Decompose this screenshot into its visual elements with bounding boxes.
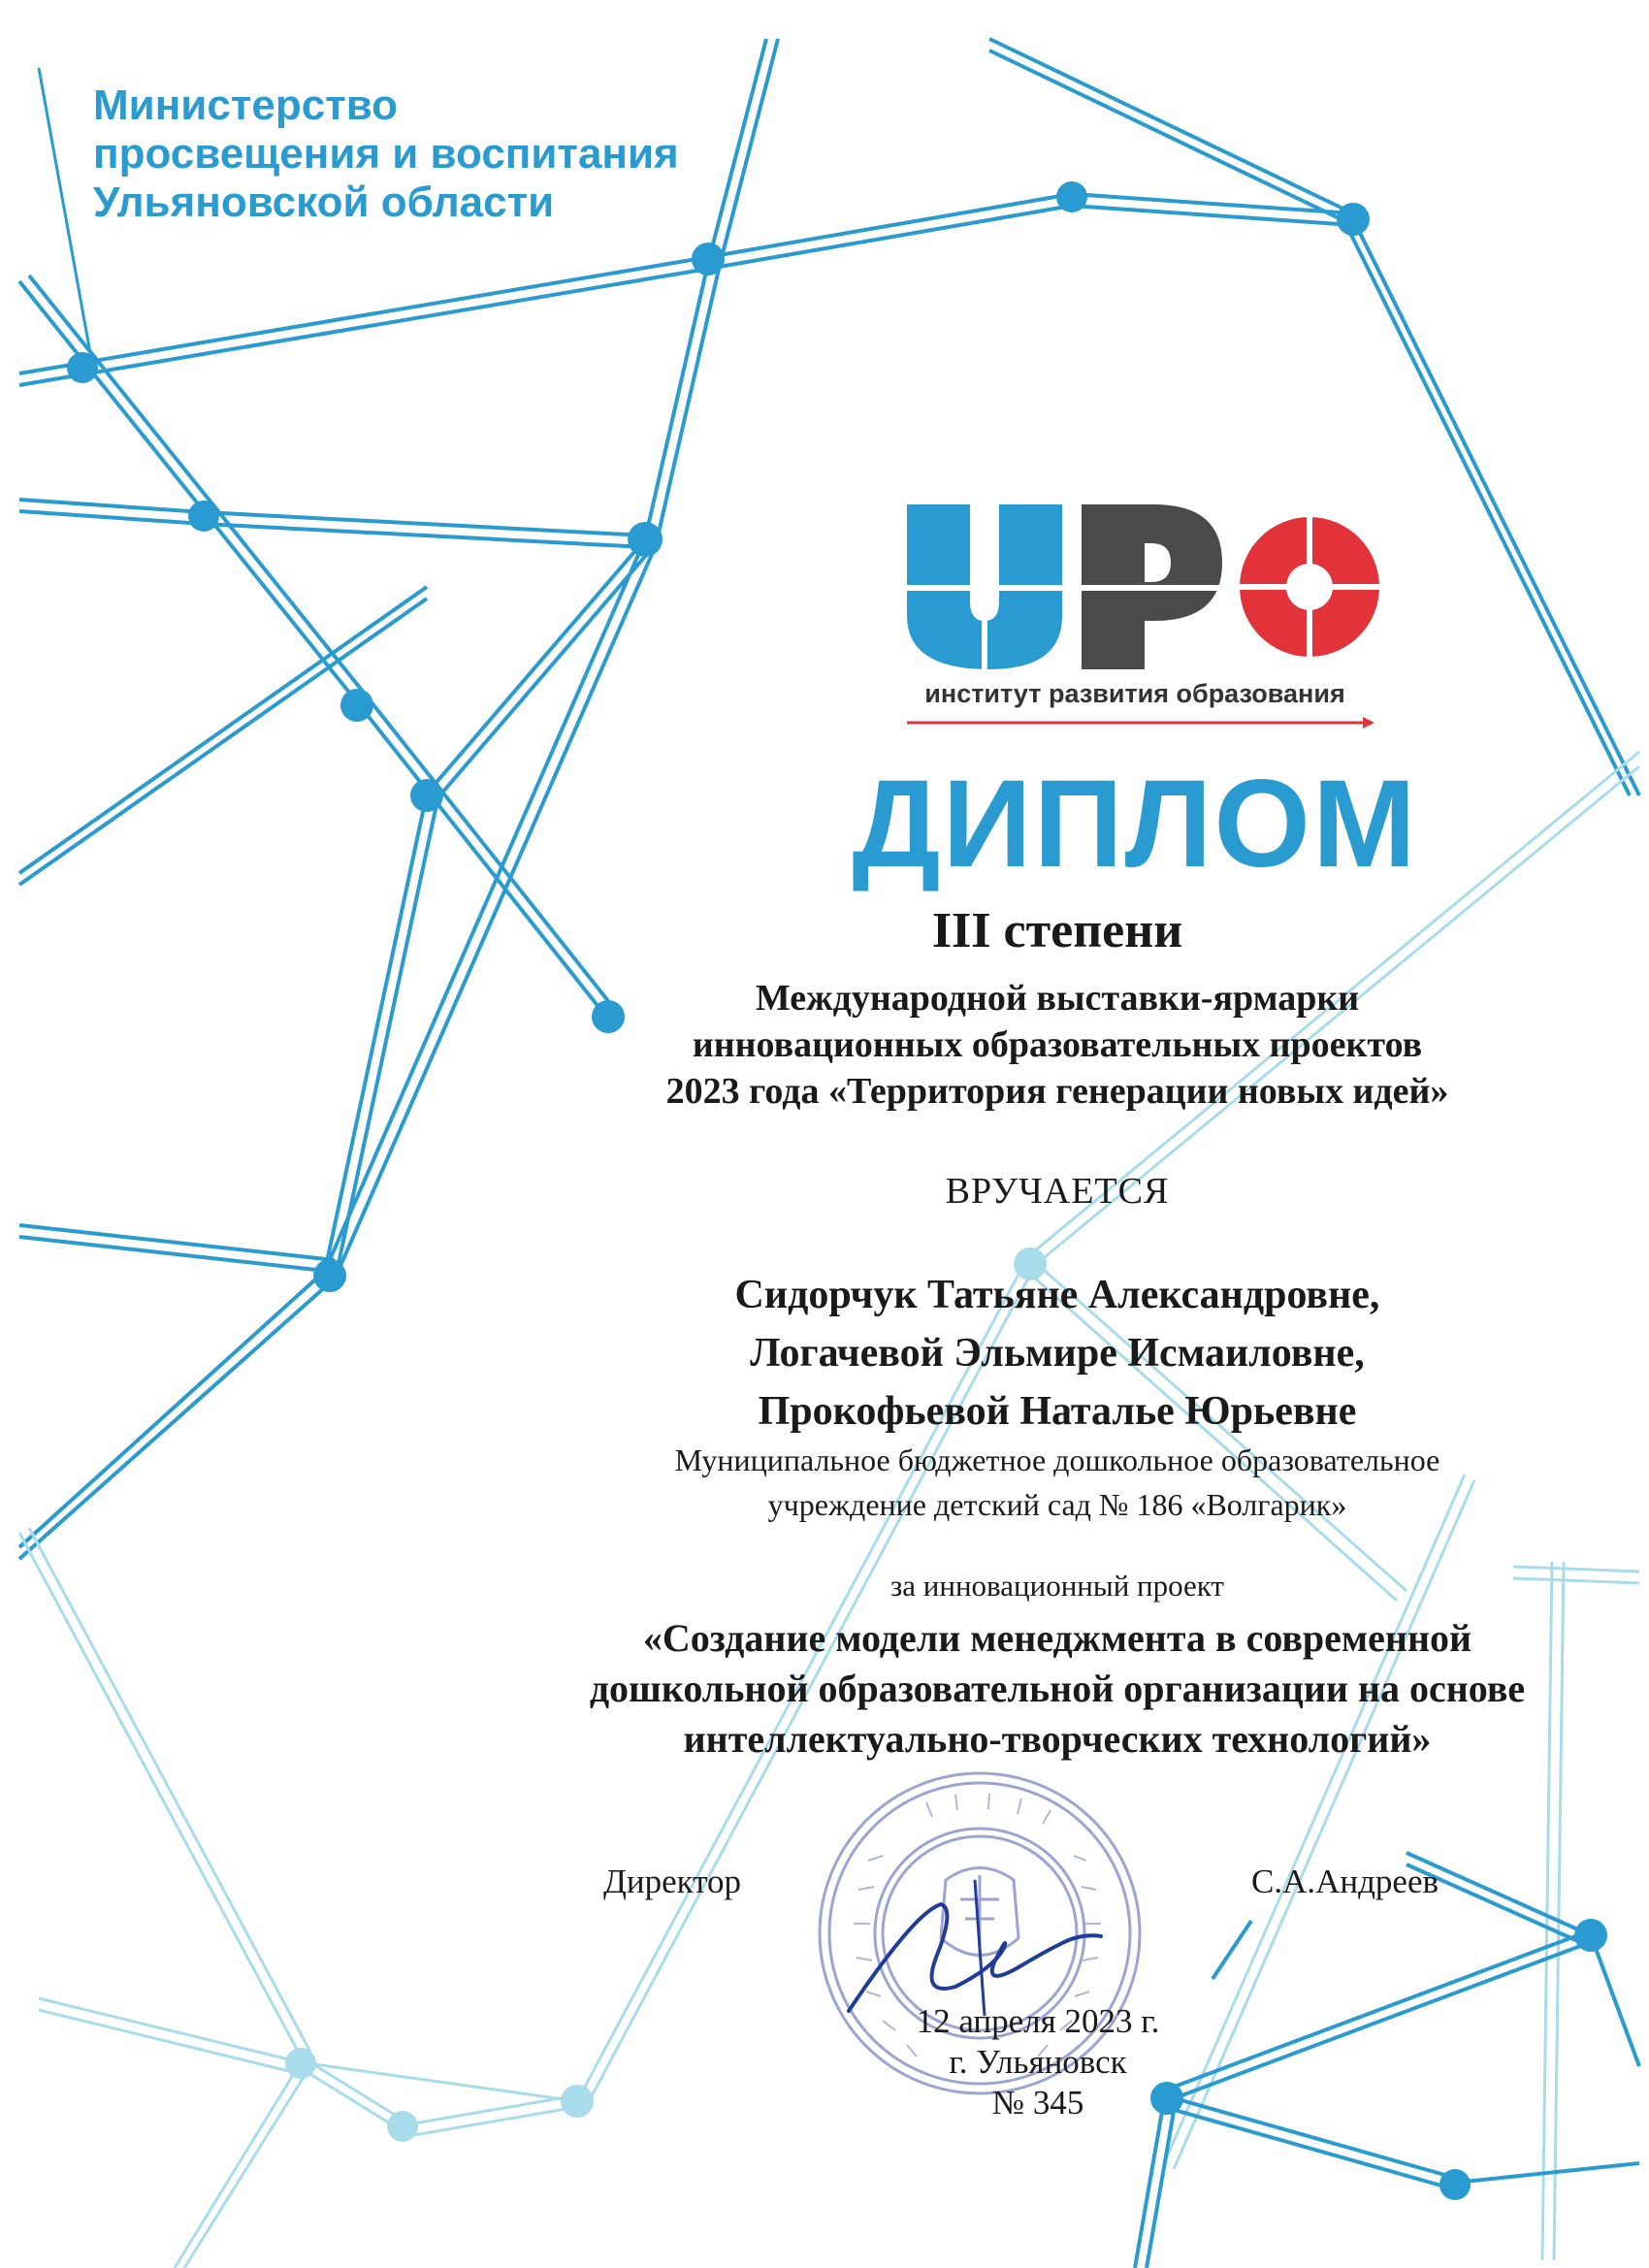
organization <box>524 1438 1591 1527</box>
issue-info <box>844 2001 1232 2123</box>
ministry-line: Ульяновской области <box>93 178 555 226</box>
diploma-degree: III степени <box>931 903 1183 958</box>
organization-line: учреждение детский сад № 186 «Волгарик» <box>767 1487 1347 1522</box>
ministry-line: просвещения и воспитания <box>93 130 679 178</box>
signatory-name: С.А.Андреев <box>1251 1863 1439 1900</box>
organization-line: Муниципальное бюджетное дошкольное образовательное <box>674 1442 1440 1477</box>
recipient-name: Логачевой Эльмире Исмаиловне, <box>750 1331 1365 1376</box>
recipient-name: Прокофьевой Наталье Юрьевне <box>758 1389 1357 1434</box>
event-line: 2023 года «Территория генерации новых идей» <box>665 1071 1449 1112</box>
signatory-position: Директор <box>603 1863 742 1900</box>
ministry-name <box>93 81 679 227</box>
project-line: «Создание модели менеджмента в современной <box>642 1616 1472 1660</box>
issue-date: 12 апреля 2023 г. <box>916 2002 1160 2040</box>
awarded-label: ВРУЧАЕТСЯ <box>945 1171 1170 1212</box>
diploma-title: ДИПЛОМ <box>852 755 1418 893</box>
logo-caption: институт развития образования <box>924 679 1345 708</box>
event-line: инновационных образовательных проектов <box>692 1024 1423 1065</box>
issue-city: г. Ульяновск <box>949 2043 1127 2081</box>
project-line: интеллектуально-творческих технологий» <box>683 1717 1432 1761</box>
project-title <box>524 1613 1591 1765</box>
event-description <box>524 975 1591 1115</box>
recipient-name: Сидорчук Татьяне Александровне, <box>734 1273 1380 1317</box>
ministry-line: Министерство <box>93 81 399 129</box>
for-project-label: за инновационный проект <box>890 1569 1224 1603</box>
issue-number: № 345 <box>991 2084 1084 2122</box>
event-line: Международной выставки-ярмарки <box>755 978 1360 1019</box>
recipients <box>524 1266 1591 1441</box>
project-line: дошкольной образовательной организации на основе <box>589 1667 1526 1710</box>
